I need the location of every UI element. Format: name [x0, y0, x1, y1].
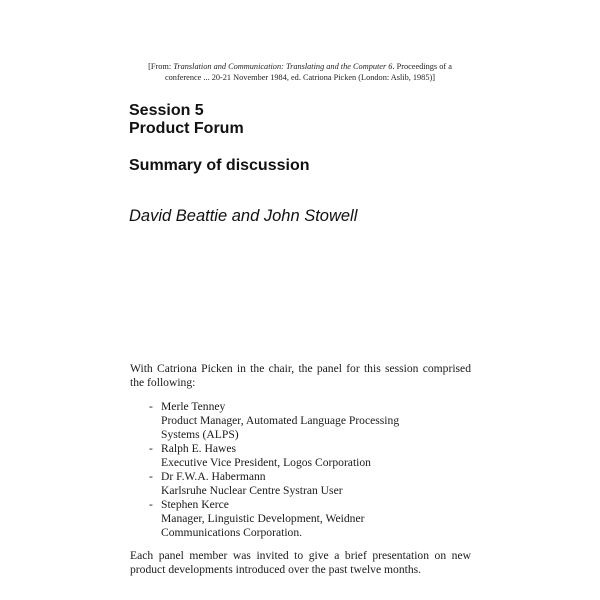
citation-prefix: [From:: [148, 62, 174, 71]
panel-member-item: [149, 498, 399, 540]
list-dash: -: [149, 470, 153, 483]
session-name-heading: Product Forum: [129, 120, 244, 137]
closing-paragraph: Each panel member was invited to give a brief presentation on new product developments introduced over the past twelve months.: [130, 549, 471, 576]
panel-member-role: Executive Vice President, Logos Corporation: [161, 456, 371, 469]
panel-member-name: Ralph E. Hawes: [161, 442, 237, 455]
panel-member-list: [149, 400, 399, 540]
session-number-heading: Session 5: [129, 102, 204, 119]
panel-member-role: Product Manager, Automated Language Processing: [161, 414, 400, 427]
panel-member-item: [149, 470, 399, 498]
panel-member-name: Stephen Kerce: [161, 498, 229, 511]
panel-member-item: [149, 400, 399, 442]
panel-member-item: [149, 442, 399, 470]
panel-member-role: Systems (ALPS): [161, 428, 239, 441]
panel-member-name: Merle Tenney: [161, 400, 226, 413]
section-title: Summary of discussion: [129, 157, 310, 174]
citation-book-title: Translation and Communication: Translating and the Computer 6: [173, 62, 393, 71]
panel-member-name: Dr F.W.A. Habermann: [161, 470, 266, 483]
list-dash: -: [149, 400, 153, 413]
list-dash: -: [149, 442, 153, 455]
panel-member-role: Karlsruhe Nuclear Centre Systran User: [161, 484, 343, 497]
panel-member-role: Manager, Linguistic Development, Weidner: [161, 512, 365, 525]
list-dash: -: [149, 498, 153, 511]
intro-paragraph: With Catriona Picken in the chair, the panel for this session comprised the following:: [130, 362, 471, 389]
citation-suffix: . Proceedings of a conference ... 20-21 November 1984, ed. Catriona Picken (London: Aslib, 1985)]: [164, 62, 452, 82]
authors-byline: David Beattie and John Stowell: [129, 207, 358, 225]
panel-member-role: Communications Corporation.: [161, 526, 303, 539]
source-citation: [130, 62, 470, 83]
